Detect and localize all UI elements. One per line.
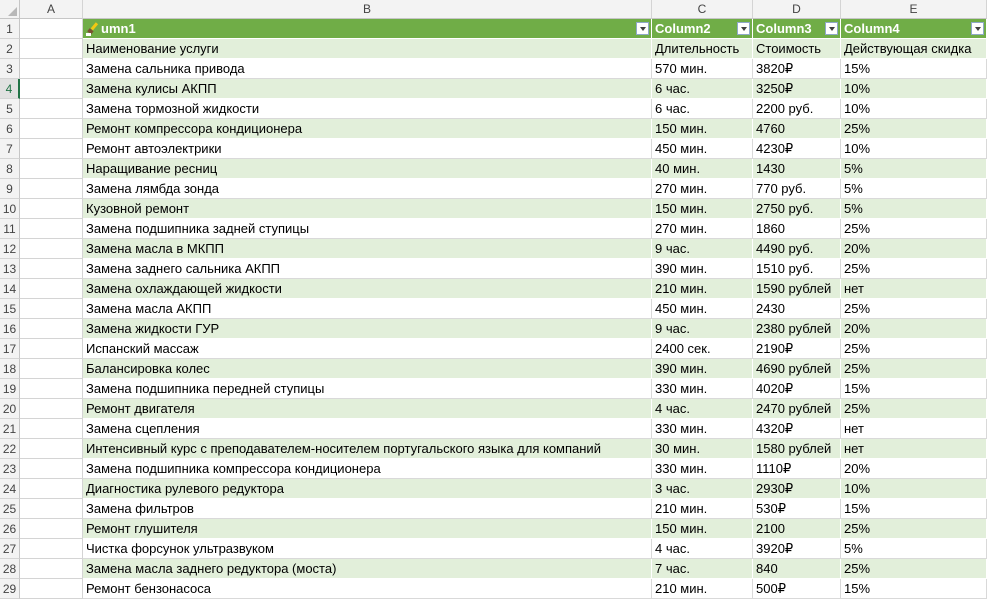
header-label-e: Column4 [844, 21, 900, 36]
cell-a[interactable] [20, 319, 83, 339]
cell-duration[interactable]: 570 мин. [652, 59, 753, 79]
table-row [0, 179, 987, 199]
column-header-c[interactable]: C [652, 0, 753, 19]
cell-service-name[interactable]: Замена жидкости ГУР [83, 319, 652, 339]
table-header-row [0, 19, 987, 39]
cell-price[interactable]: 530₽ [753, 499, 841, 519]
header-label-b: umn1 [101, 21, 136, 36]
table-row [0, 39, 987, 59]
table-header-cell[interactable] [652, 19, 753, 39]
cell-discount[interactable]: 25% [841, 219, 987, 239]
cell-duration[interactable]: 330 мин. [652, 419, 753, 439]
cell-service-name[interactable]: Замена подшипника компрессора кондиционера [83, 459, 652, 479]
cell-discount[interactable]: 5% [841, 539, 987, 559]
table-row [0, 539, 987, 559]
cell-service-name[interactable]: Замена сцепления [83, 419, 652, 439]
cell-service-name[interactable]: Замена заднего сальника АКПП [83, 259, 652, 279]
cell-service-name[interactable]: Замена охлаждающей жидкости [83, 279, 652, 299]
row-number[interactable]: 19 [0, 379, 20, 399]
cell-a[interactable] [20, 59, 83, 79]
table-row [0, 499, 987, 519]
cell-service-name[interactable]: Замена масла в МКПП [83, 239, 652, 259]
cell-discount[interactable]: 20% [841, 459, 987, 479]
cell-price[interactable]: 500₽ [753, 579, 841, 599]
cell-discount[interactable]: 25% [841, 359, 987, 379]
cell-discount[interactable]: 10% [841, 99, 987, 119]
cell-service-name[interactable]: Чистка форсунок ультразвуком [83, 539, 652, 559]
cell-a[interactable] [20, 299, 83, 319]
cell-discount[interactable]: нет [841, 419, 987, 439]
cell-discount[interactable]: 10% [841, 479, 987, 499]
table-row [0, 419, 987, 439]
column-header-d[interactable]: D [753, 0, 841, 19]
cell-service-name[interactable]: Замена подшипника задней ступицы [83, 219, 652, 239]
table-row [0, 579, 987, 599]
cell-a[interactable] [20, 239, 83, 259]
cell-duration[interactable]: Длительность [652, 39, 753, 59]
cell-duration[interactable]: 150 мин. [652, 199, 753, 219]
row-number[interactable]: 12 [0, 239, 20, 259]
column-header-a[interactable]: A [20, 0, 83, 19]
cell-service-name[interactable]: Ремонт бензонасоса [83, 579, 652, 599]
cell-service-name[interactable]: Замена сальника привода [83, 59, 652, 79]
table-row [0, 239, 987, 259]
cell-discount[interactable]: 25% [841, 399, 987, 419]
table-row [0, 359, 987, 379]
row-number[interactable]: 7 [0, 139, 20, 159]
row-number[interactable]: 3 [0, 59, 20, 79]
cell-duration[interactable]: 40 мин. [652, 159, 753, 179]
cell-service-name[interactable]: Диагностика рулевого редуктора [83, 479, 652, 499]
cell-a[interactable] [20, 199, 83, 219]
cell-duration[interactable]: 3 час. [652, 479, 753, 499]
table-row [0, 479, 987, 499]
table-row [0, 339, 987, 359]
cell-service-name[interactable]: Замена тормозной жидкости [83, 99, 652, 119]
cell-a[interactable] [20, 119, 83, 139]
cell-duration[interactable]: 270 мин. [652, 219, 753, 239]
row-number[interactable]: 2 [0, 39, 20, 59]
cell-price[interactable]: 1580 рублей [753, 439, 841, 459]
cell-price[interactable]: 2430 [753, 299, 841, 319]
cell-service-name[interactable]: Балансировка колес [83, 359, 652, 379]
cell-a[interactable] [20, 339, 83, 359]
table-row [0, 399, 987, 419]
cell-duration[interactable]: 9 час. [652, 239, 753, 259]
cell-service-name[interactable]: Наименование услуги [83, 39, 652, 59]
cell-discount[interactable]: 15% [841, 59, 987, 79]
table-row [0, 379, 987, 399]
cell-discount[interactable]: Действующая скидка [841, 39, 987, 59]
cell-a[interactable] [20, 559, 83, 579]
cell-discount[interactable]: 25% [841, 519, 987, 539]
row-number[interactable]: 4 [0, 79, 20, 99]
table-row [0, 59, 987, 79]
cell-discount[interactable]: 25% [841, 259, 987, 279]
cell-price[interactable]: 4490 руб. [753, 239, 841, 259]
row-number[interactable]: 22 [0, 439, 20, 459]
cell-a[interactable] [20, 379, 83, 399]
cell-discount[interactable]: 5% [841, 159, 987, 179]
cell-discount[interactable]: 20% [841, 239, 987, 259]
cell-service-name[interactable]: Ремонт двигателя [83, 399, 652, 419]
cell-discount[interactable]: 25% [841, 119, 987, 139]
cell-a[interactable] [20, 159, 83, 179]
cell-price[interactable]: 2750 руб. [753, 199, 841, 219]
cell-service-name[interactable]: Замена подшипника передней ступицы [83, 379, 652, 399]
row-number[interactable]: 11 [0, 219, 20, 239]
cell-price[interactable]: 3820₽ [753, 59, 841, 79]
cell-a[interactable] [20, 99, 83, 119]
cell-service-name[interactable]: Замена фильтров [83, 499, 652, 519]
cell-a[interactable] [20, 139, 83, 159]
cell-discount[interactable]: 25% [841, 299, 987, 319]
cell-duration[interactable]: 210 мин. [652, 499, 753, 519]
select-all-corner[interactable] [0, 0, 20, 19]
cell-a[interactable] [20, 219, 83, 239]
cell-a[interactable] [20, 499, 83, 519]
cell-duration[interactable]: 2400 сек. [652, 339, 753, 359]
row-number[interactable]: 15 [0, 299, 20, 319]
row-number[interactable]: 5 [0, 99, 20, 119]
cell-discount[interactable]: 25% [841, 339, 987, 359]
cell-price[interactable]: 2190₽ [753, 339, 841, 359]
cell-price[interactable]: 1430 [753, 159, 841, 179]
cell-duration[interactable]: 9 час. [652, 319, 753, 339]
cell-a[interactable] [20, 79, 83, 99]
cell-price[interactable]: Стоимость [753, 39, 841, 59]
cell-price[interactable]: 4230₽ [753, 139, 841, 159]
cell-duration[interactable]: 6 час. [652, 99, 753, 119]
table-row [0, 519, 987, 539]
table-row [0, 79, 987, 99]
cell-a[interactable] [20, 419, 83, 439]
cell-a[interactable] [20, 19, 83, 39]
cell-service-name[interactable]: Замена масла АКПП [83, 299, 652, 319]
cell-discount[interactable]: 10% [841, 139, 987, 159]
cell-discount[interactable]: 15% [841, 499, 987, 519]
column-header-e[interactable]: E [841, 0, 987, 19]
row-number[interactable]: 26 [0, 519, 20, 539]
row-number[interactable]: 28 [0, 559, 20, 579]
cell-duration[interactable]: 390 мин. [652, 259, 753, 279]
cell-duration[interactable]: 210 мин. [652, 579, 753, 599]
cell-a[interactable] [20, 519, 83, 539]
cell-discount[interactable]: нет [841, 279, 987, 299]
row-number[interactable]: 29 [0, 579, 20, 599]
column-header-bar [0, 0, 987, 19]
filter-dropdown-icon[interactable] [971, 22, 984, 35]
table-row [0, 139, 987, 159]
table-row [0, 299, 987, 319]
table-row [0, 459, 987, 479]
filter-dropdown-icon[interactable] [825, 22, 838, 35]
cell-duration[interactable]: 270 мин. [652, 179, 753, 199]
cell-discount[interactable]: 10% [841, 79, 987, 99]
row-number[interactable]: 6 [0, 119, 20, 139]
cell-duration[interactable]: 450 мин. [652, 139, 753, 159]
cell-a[interactable] [20, 259, 83, 279]
table-row [0, 219, 987, 239]
cell-price[interactable]: 770 руб. [753, 179, 841, 199]
cell-discount[interactable]: 15% [841, 579, 987, 599]
cell-duration[interactable]: 150 мин. [652, 519, 753, 539]
cell-a[interactable] [20, 439, 83, 459]
cell-discount[interactable]: 25% [841, 559, 987, 579]
cell-a[interactable] [20, 539, 83, 559]
cell-service-name[interactable]: Ремонт компрессора кондиционера [83, 119, 652, 139]
cell-a[interactable] [20, 399, 83, 419]
cell-service-name[interactable]: Замена лямбда зонда [83, 179, 652, 199]
cell-price[interactable]: 840 [753, 559, 841, 579]
cell-service-name[interactable]: Ремонт глушителя [83, 519, 652, 539]
cell-duration[interactable]: 330 мин. [652, 459, 753, 479]
cell-price[interactable]: 1510 руб. [753, 259, 841, 279]
cell-price[interactable]: 3250₽ [753, 79, 841, 99]
cell-service-name[interactable]: Кузовной ремонт [83, 199, 652, 219]
cell-price[interactable]: 1860 [753, 219, 841, 239]
row-number[interactable]: 14 [0, 279, 20, 299]
cell-price[interactable]: 2380 рублей [753, 319, 841, 339]
cell-duration[interactable]: 330 мин. [652, 379, 753, 399]
table-header-cell[interactable] [841, 19, 987, 39]
row-number[interactable]: 17 [0, 339, 20, 359]
cell-a[interactable] [20, 359, 83, 379]
paintbrush-icon [86, 22, 100, 36]
cell-service-name[interactable]: Интенсивный курс с преподавателем-носителем португальского языка для компаний [83, 439, 652, 459]
row-number[interactable]: 13 [0, 259, 20, 279]
cell-duration[interactable]: 6 час. [652, 79, 753, 99]
table-row [0, 199, 987, 219]
row-number[interactable]: 9 [0, 179, 20, 199]
row-number[interactable]: 8 [0, 159, 20, 179]
cell-discount[interactable]: 5% [841, 179, 987, 199]
table-row [0, 159, 987, 179]
cell-duration[interactable]: 150 мин. [652, 119, 753, 139]
cell-duration[interactable]: 7 час. [652, 559, 753, 579]
table-row [0, 99, 987, 119]
table-row [0, 319, 987, 339]
cell-price[interactable]: 4690 рублей [753, 359, 841, 379]
cell-price[interactable]: 4020₽ [753, 379, 841, 399]
cell-price[interactable]: 1110₽ [753, 459, 841, 479]
row-number[interactable]: 23 [0, 459, 20, 479]
table-row [0, 439, 987, 459]
cell-a[interactable] [20, 179, 83, 199]
table-header-cell[interactable] [83, 19, 652, 39]
cell-discount[interactable]: нет [841, 439, 987, 459]
table-row [0, 259, 987, 279]
cell-service-name[interactable]: Замена кулисы АКПП [83, 79, 652, 99]
table-row [0, 559, 987, 579]
cell-price[interactable]: 2100 [753, 519, 841, 539]
row-number[interactable]: 25 [0, 499, 20, 519]
cell-a[interactable] [20, 459, 83, 479]
cell-a[interactable] [20, 279, 83, 299]
table-body [0, 39, 987, 599]
cell-price[interactable]: 4760 [753, 119, 841, 139]
row-number[interactable]: 27 [0, 539, 20, 559]
cell-a[interactable] [20, 479, 83, 499]
row-number[interactable]: 20 [0, 399, 20, 419]
cell-duration[interactable]: 210 мин. [652, 279, 753, 299]
filter-dropdown-icon[interactable] [636, 22, 649, 35]
row-number[interactable]: 1 [0, 19, 20, 39]
table-header-cell[interactable] [753, 19, 841, 39]
cell-service-name[interactable]: Испанский массаж [83, 339, 652, 359]
cell-service-name[interactable]: Наращивание ресниц [83, 159, 652, 179]
header-label-d: Column3 [756, 21, 812, 36]
header-label-c: Column2 [655, 21, 711, 36]
cell-duration[interactable]: 30 мин. [652, 439, 753, 459]
cell-discount[interactable]: 5% [841, 199, 987, 219]
row-number[interactable]: 16 [0, 319, 20, 339]
cell-duration[interactable]: 4 час. [652, 539, 753, 559]
cell-service-name[interactable]: Замена масла заднего редуктора (моста) [83, 559, 652, 579]
cell-price[interactable]: 4320₽ [753, 419, 841, 439]
filter-dropdown-icon[interactable] [737, 22, 750, 35]
cell-discount[interactable]: 20% [841, 319, 987, 339]
cell-a[interactable] [20, 39, 83, 59]
row-number[interactable]: 24 [0, 479, 20, 499]
cell-price[interactable]: 2930₽ [753, 479, 841, 499]
cell-a[interactable] [20, 579, 83, 599]
cell-price[interactable]: 3920₽ [753, 539, 841, 559]
row-number[interactable]: 10 [0, 199, 20, 219]
cell-price[interactable]: 2200 руб. [753, 99, 841, 119]
cell-duration[interactable]: 390 мин. [652, 359, 753, 379]
cell-discount[interactable]: 15% [841, 379, 987, 399]
column-header-b[interactable]: B [83, 0, 652, 19]
table-row [0, 119, 987, 139]
row-number[interactable]: 18 [0, 359, 20, 379]
row-number[interactable]: 21 [0, 419, 20, 439]
cell-price[interactable]: 1590 рублей [753, 279, 841, 299]
cell-duration[interactable]: 450 мин. [652, 299, 753, 319]
cell-price[interactable]: 2470 рублей [753, 399, 841, 419]
cell-duration[interactable]: 4 час. [652, 399, 753, 419]
cell-service-name[interactable]: Ремонт автоэлектрики [83, 139, 652, 159]
table-row [0, 279, 987, 299]
